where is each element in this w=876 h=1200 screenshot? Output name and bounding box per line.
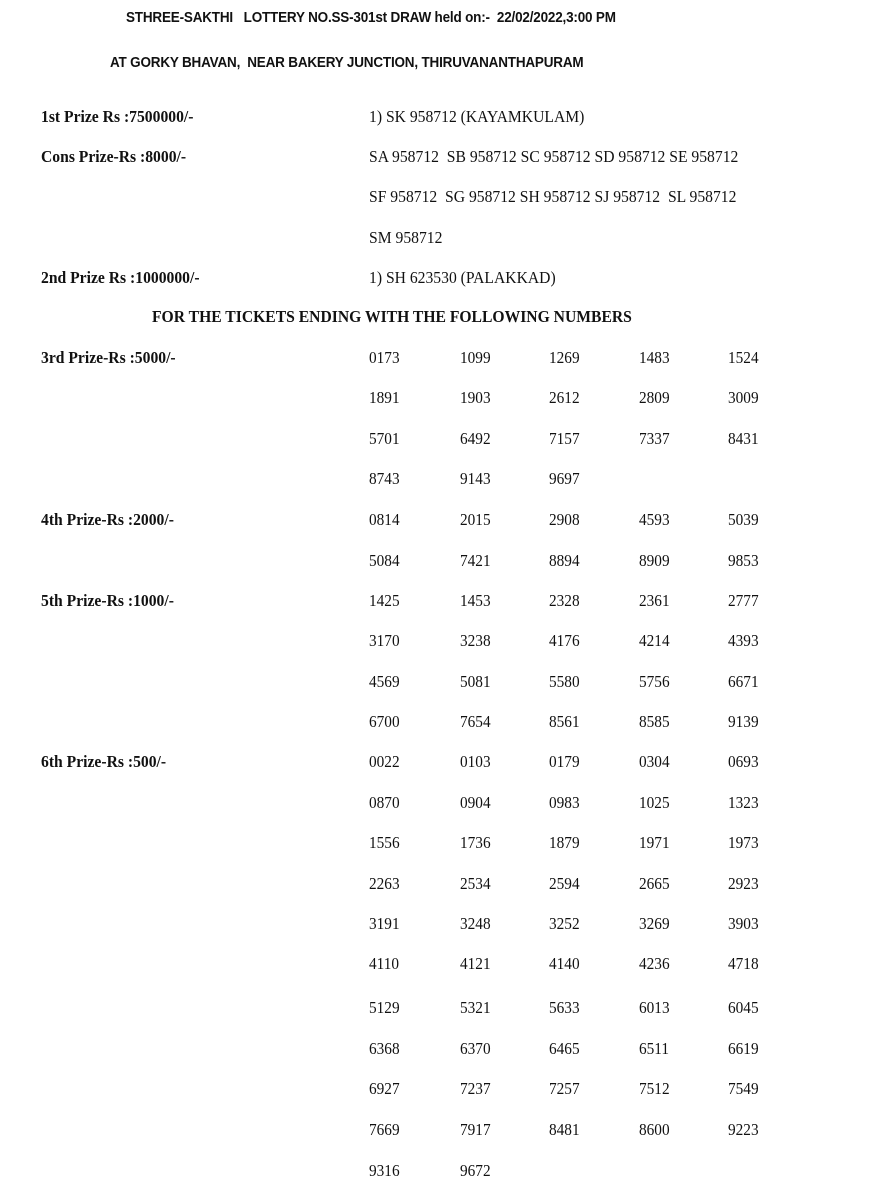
ticket-number: 8894 <box>549 551 580 570</box>
ticket-number: 4718 <box>728 954 759 973</box>
ticket-number: 7337 <box>639 429 670 448</box>
ticket-number: 7654 <box>460 712 491 731</box>
ticket-number: 3191 <box>369 914 400 933</box>
ticket-number: 6045 <box>728 998 759 1017</box>
ticket-number: 2923 <box>728 874 759 893</box>
ticket-number: 7257 <box>549 1079 580 1098</box>
ticket-number: 4140 <box>549 954 580 973</box>
ticket-number: 8909 <box>639 551 670 570</box>
ticket-number: 3248 <box>460 914 491 933</box>
ticket-number: 3903 <box>728 914 759 933</box>
ticket-number: 9316 <box>369 1161 400 1180</box>
ticket-number: 5081 <box>460 672 491 691</box>
ticket-number: 1736 <box>460 833 491 852</box>
ticket-number: 4569 <box>369 672 400 691</box>
fifth-prize-label: 5th Prize-Rs :1000/- <box>41 591 174 610</box>
ticket-number: 1269 <box>549 348 580 367</box>
draw-title: STHREE-SAKTHI LOTTERY NO.SS-301st DRAW held on:- 22/02/2022,3:00 PM <box>126 10 616 26</box>
ticket-number: 0870 <box>369 793 400 812</box>
ticket-number: 4593 <box>639 510 670 529</box>
ticket-number: 7549 <box>728 1079 759 1098</box>
ticket-number: 1903 <box>460 388 491 407</box>
ticket-number: 1025 <box>639 793 670 812</box>
ticket-number: 9223 <box>728 1120 759 1139</box>
second-prize-winner: 1) SH 623530 (PALAKKAD) <box>369 268 556 287</box>
ticket-number: 5756 <box>639 672 670 691</box>
ticket-number: 2908 <box>549 510 580 529</box>
ticket-number: 6370 <box>460 1039 491 1058</box>
ticket-number: 6465 <box>549 1039 580 1058</box>
ticket-number: 1973 <box>728 833 759 852</box>
ticket-number: 2263 <box>369 874 400 893</box>
ticket-number: 7157 <box>549 429 580 448</box>
ticket-number: 9697 <box>549 469 580 488</box>
ticket-number: 5701 <box>369 429 400 448</box>
ticket-number: 3009 <box>728 388 759 407</box>
ticket-number: 6511 <box>639 1039 670 1058</box>
ticket-number: 6492 <box>460 429 491 448</box>
ticket-number: 1425 <box>369 591 400 610</box>
cons-prize-label: Cons Prize-Rs :8000/- <box>41 147 187 166</box>
ticket-number: 8743 <box>369 469 400 488</box>
cons-prize-line: SF 958712 SG 958712 SH 958712 SJ 958712 SL 958712 <box>369 187 737 206</box>
ticket-number: 0173 <box>369 348 400 367</box>
ticket-number: 3252 <box>549 914 580 933</box>
ticket-number: 2665 <box>639 874 670 893</box>
ticket-number: 4176 <box>549 631 580 650</box>
ticket-number: 2015 <box>460 510 491 529</box>
ticket-number: 4110 <box>369 954 400 973</box>
third-prize-label: 3rd Prize-Rs :5000/- <box>41 348 176 367</box>
ending-numbers-heading: FOR THE TICKETS ENDING WITH THE FOLLOWING NUMBERS <box>152 307 632 326</box>
ticket-number: 8585 <box>639 712 670 731</box>
ticket-number: 5129 <box>369 998 400 1017</box>
ticket-number: 1524 <box>728 348 759 367</box>
ticket-number: 0983 <box>549 793 580 812</box>
ticket-number: 8431 <box>728 429 759 448</box>
sixth-prize-label: 6th Prize-Rs :500/- <box>41 752 167 771</box>
ticket-number: 0304 <box>639 752 670 771</box>
ticket-number: 8481 <box>549 1120 580 1139</box>
draw-venue: AT GORKY BHAVAN, NEAR BAKERY JUNCTION, THIRUVANANTHAPURAM <box>110 55 584 71</box>
ticket-number: 7669 <box>369 1120 400 1139</box>
ticket-number: 0814 <box>369 510 400 529</box>
ticket-number: 1971 <box>639 833 670 852</box>
ticket-number: 7512 <box>639 1079 670 1098</box>
cons-prize-line: SA 958712 SB 958712 SC 958712 SD 958712 SE 958712 <box>369 147 739 166</box>
ticket-number: 2361 <box>639 591 670 610</box>
ticket-number: 2809 <box>639 388 670 407</box>
ticket-number: 1453 <box>460 591 491 610</box>
ticket-number: 8600 <box>639 1120 670 1139</box>
ticket-number: 2594 <box>549 874 580 893</box>
ticket-number: 5039 <box>728 510 759 529</box>
ticket-number: 3170 <box>369 631 400 650</box>
ticket-number: 6671 <box>728 672 759 691</box>
fourth-prize-label: 4th Prize-Rs :2000/- <box>41 510 174 529</box>
ticket-number: 2328 <box>549 591 580 610</box>
ticket-number: 6927 <box>369 1079 400 1098</box>
ticket-number: 2534 <box>460 874 491 893</box>
ticket-number: 0693 <box>728 752 759 771</box>
ticket-number: 7237 <box>460 1079 491 1098</box>
ticket-number: 7421 <box>460 551 491 570</box>
cons-prize-line: SM 958712 <box>369 228 443 247</box>
ticket-number: 1323 <box>728 793 759 812</box>
ticket-number: 5321 <box>460 998 491 1017</box>
ticket-number: 1879 <box>549 833 580 852</box>
ticket-number: 0103 <box>460 752 491 771</box>
ticket-number: 5633 <box>549 998 580 1017</box>
ticket-number: 5580 <box>549 672 580 691</box>
ticket-number: 0022 <box>369 752 400 771</box>
ticket-number: 2777 <box>728 591 759 610</box>
ticket-number: 6368 <box>369 1039 400 1058</box>
second-prize-label: 2nd Prize Rs :1000000/- <box>41 268 200 287</box>
ticket-number: 9853 <box>728 551 759 570</box>
ticket-number: 6619 <box>728 1039 759 1058</box>
ticket-number: 6700 <box>369 712 400 731</box>
ticket-number: 7917 <box>460 1120 491 1139</box>
ticket-number: 4214 <box>639 631 670 650</box>
ticket-number: 3269 <box>639 914 670 933</box>
ticket-number: 1483 <box>639 348 670 367</box>
ticket-number: 0179 <box>549 752 580 771</box>
ticket-number: 9672 <box>460 1161 491 1180</box>
ticket-number: 1099 <box>460 348 491 367</box>
first-prize-label: 1st Prize Rs :7500000/- <box>41 107 194 126</box>
ticket-number: 8561 <box>549 712 580 731</box>
ticket-number: 9139 <box>728 712 759 731</box>
ticket-number: 4393 <box>728 631 759 650</box>
ticket-number: 3238 <box>460 631 491 650</box>
ticket-number: 4121 <box>460 954 491 973</box>
ticket-number: 9143 <box>460 469 491 488</box>
ticket-number: 1891 <box>369 388 400 407</box>
ticket-number: 5084 <box>369 551 400 570</box>
ticket-number: 1556 <box>369 833 400 852</box>
first-prize-winner: 1) SK 958712 (KAYAMKULAM) <box>369 107 585 126</box>
ticket-number: 2612 <box>549 388 580 407</box>
ticket-number: 6013 <box>639 998 670 1017</box>
ticket-number: 4236 <box>639 954 670 973</box>
ticket-number: 0904 <box>460 793 491 812</box>
